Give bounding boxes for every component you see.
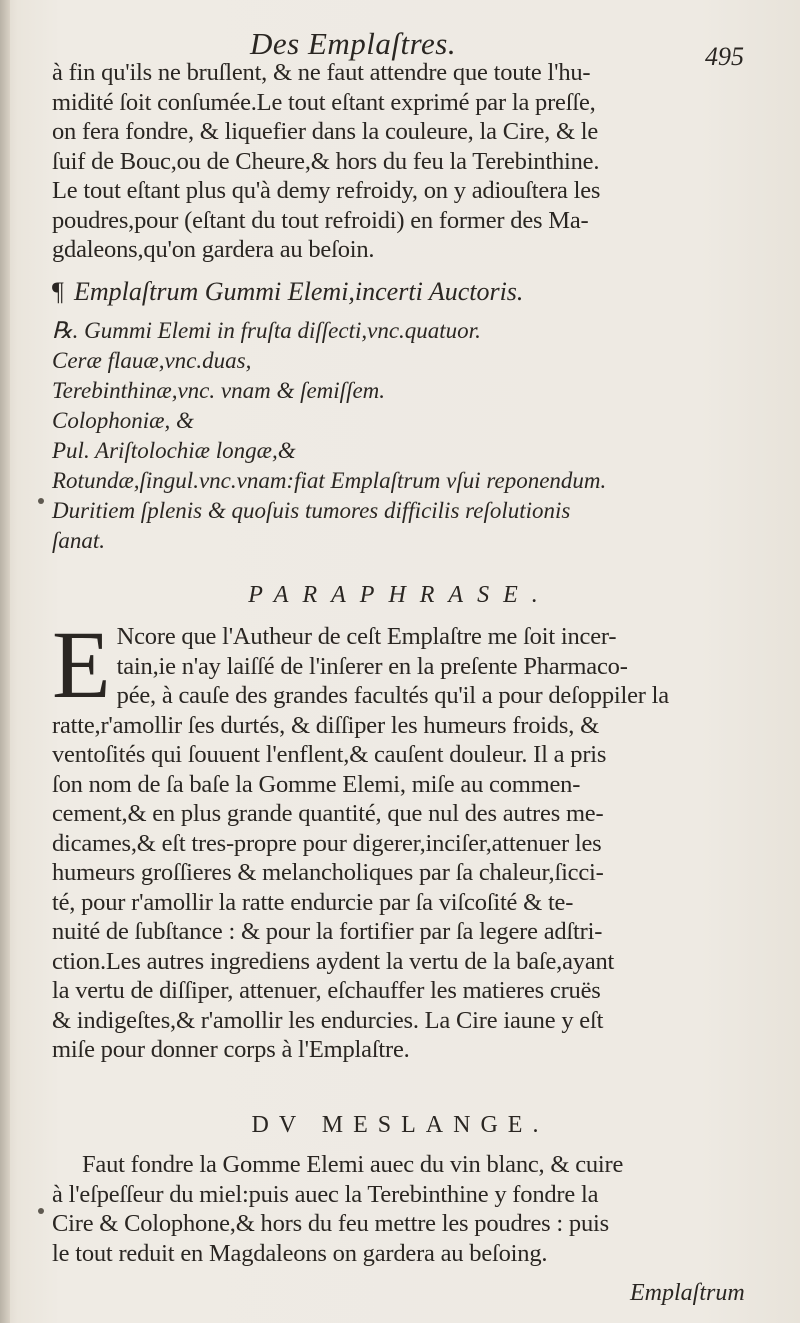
text-line: le tout reduit en Magdaleons on gardera au beſoing. [52,1239,548,1267]
recipe-line: Duritiem ſplenis & quoſuis tumores difficilis reſolutionis [52,498,571,523]
text-line: ratte,r'amollir ſes durtés, & diſſiper les humeurs froids, & [52,711,599,739]
recipe-title-text: Emplaſtrum Gummi Elemi,incerti Auctoris. [74,277,524,306]
text-line: Faut fondre la Gomme Elemi auec du vin blanc, & cuire [82,1151,624,1178]
drop-cap: E [52,611,111,718]
text-line: Cire & Colophone,& hors du feu mettre les poudres : puis [52,1210,609,1237]
paraphrase-heading: PARAPHRASE. [248,582,552,608]
meslange-heading: DV MESLANGE. [251,1112,549,1138]
text-line: tain,ie n'ay laiſſé de l'inſerer en la preſente Pharmaco- [116,652,628,680]
text-line: ventoſités qui ſouuent l'enflent,& cauſent douleur. Il a pris [52,741,607,768]
text-line: nuité de ſubſtance : & pour la fortifier par ſa legere adſtri- [52,918,603,945]
recipe-line: Terebinthinæ,vnc. vnam & ſemiſſem. [52,378,386,403]
recipe-line: Rotundæ,ſingul.vnc.vnam:fiat Emplaſtrum vſui reponendum. [52,468,607,493]
text-line: la vertu de diſſiper, attenuer, eſchauffer les matieres cruës [52,977,601,1004]
text-line: cement,& en plus grande quantité, que nul des autres me- [52,800,604,827]
text-line: gdaleons,qu'on gardera au beſoin. [52,236,375,263]
text-line: à l'eſpeſſeur du miel:puis auec la Terebinthine y fondre la [52,1180,599,1208]
recipe-line: Ceræ flauæ,vnc.duas, [52,348,252,373]
ink-spot [38,1208,44,1214]
text-line: poudres,pour (eſtant du tout refroidi) en former des Ma- [52,206,589,234]
running-title: Des Emplaſtres. [250,26,457,61]
text-line: on fera fondre, & liquefier dans la couleure, la Cire, & le [52,118,599,145]
pilcrow-mark: ¶ [52,277,64,306]
text-line: & indigeſtes,& r'amollir les endurcies. La Cire iaune y eſt [52,1006,604,1034]
recipe-title [52,276,772,308]
intro-paragraph [52,58,772,265]
text-line: Le tout eſtant plus qu'à demy refroidy, on y adiouſtera les [52,177,601,204]
text-line: ſuif de Bouc,ou de Cheure,& hors du feu la Terebinthine. [52,147,600,175]
text-line: miſe pour donner corps à l'Emplaſtre. [52,1036,410,1063]
ink-spot [38,498,44,504]
meslange-paragraph [52,1150,772,1268]
catchword: Emplaſtrum [630,1280,745,1306]
recipe-line: ſanat. [52,528,106,553]
page-number: 495 [705,42,744,71]
text-line: ſon nom de ſa baſe la Gomme Elemi, miſe au commen- [52,770,581,798]
text-line: à fin qu'ils ne bruſlent, & ne faut attendre que toute l'hu- [52,59,591,86]
text-line: humeurs groſſieres & melancholiques par ſa chaleur,ſicci- [52,859,604,886]
text-line: dicames,& eſt tres-propre pour digerer,inciſer,attenuer les [52,829,602,857]
recipe-line: Colophoniæ, & [52,408,194,433]
text-line: Ncore que l'Autheur de ceſt Emplaſtre me ſoit incer- [116,623,617,650]
recipe-block [52,276,772,556]
paraphrase-paragraph [52,611,772,1065]
text-line: midité ſoit conſumée.Le tout eſtant exprimé par la preſſe, [52,88,596,116]
text-line: té, pour r'amollir la ratte endurcie par ſa viſcoſité & te- [52,888,574,916]
recipe-line: ℞. Gummi Elemi in fruſta diſſecti,vnc.quatuor. [52,318,481,343]
recipe-line: Pul. Ariſtolochiæ longæ,& [52,438,296,463]
text-line: pée, à cauſe des grandes facultés qu'il a pour deſoppiler la [116,682,669,709]
text-line: ction.Les autres ingrediens aydent la vertu de la baſe,ayant [52,947,615,975]
